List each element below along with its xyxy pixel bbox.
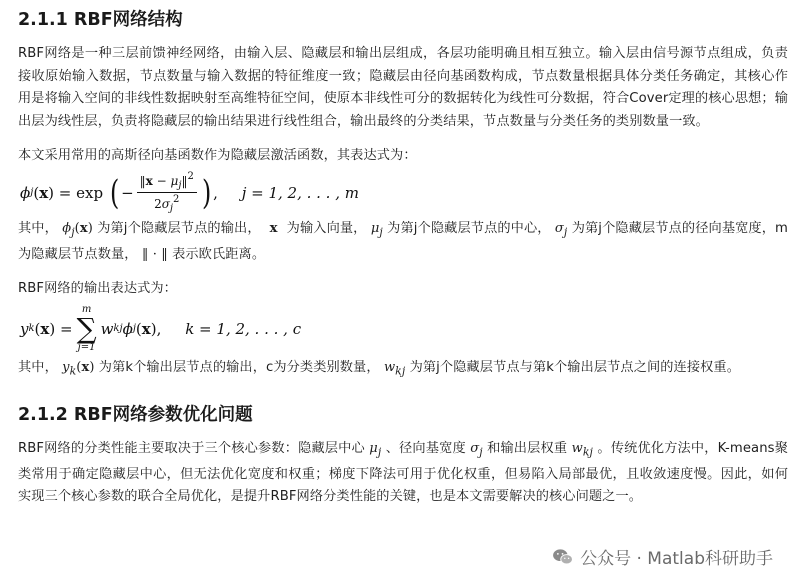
equation-output-range: k = 1, 2, . . . , c — [185, 319, 302, 338]
watermark-text: 公众号 · Matlab科研助手 — [580, 549, 773, 569]
equation-gaussian-rbf: ϕ j ( x ) = exp ( − $\frac{‖x - \mu_j‖^2}{2\sigma_j^2}$ ) , j = 1, 2, . . . , m — [20, 171, 359, 214]
paragraph-param-optimization: RBF网络的分类性能主要取决于三个核心参数：隐藏层中心 $\mu_j$ 、径向基宽度 $\sigma_j$ 和输出层权重 $w_{kj}$ 。传统优化方法中，K-means聚类常用于确定隐藏层中心，但无法优化宽度和权重；梯度下降法可用于优化权重，但易陷入局部最优，且收敛速度慢。因此，如何实现三个核心参数的联合全局优化，是提升RBF网络分类性能的关键，也是本文需要解决的核心问题之一。 — [18, 440, 789, 505]
article-body — [18, 6, 788, 509]
paragraph-gaussian-intro: 本文采用常用的高斯径向基函数作为隐藏层激活函数，其表达式为： — [18, 148, 417, 163]
wechat-icon — [552, 548, 574, 566]
section-title-rbf-structure: 2.1.1 RBF网络结构 — [18, 10, 183, 30]
paragraph-rbf-structure: RBF网络是一种三层前馈神经网络，由输入层、隐藏层和输出层组成，各层功能明确且相互独立。输入层由信号源节点组成，负责接收原始输入数据，节点数量与输入数据的特征维度一致；隐藏层由径向基函数构成，节点数量根据具体分类任务确定，其核心作用是将输入空间的非线性数据映射至高维特征空间，使原本非线性可分的数据转化为线性可分数据，符合Cover定理的核心思想；输出层为线性层，负责将隐藏层的输出结果进行线性组合，输出最终的分类结果，节点数量与分类任务的类别数量一致。 — [18, 46, 788, 129]
equation-gaussian-range: j = 1, 2, . . . , m — [241, 183, 359, 202]
paragraph-gaussian-symbols: 其中， $\phi_j(x)$ 为第j个隐藏层节点的输出， x 为输入向量， $\mu_j$ 为第j个隐藏层节点的中心， $\sigma_j$ 为第j个隐藏层节点的径向基宽度，m为隐藏层节点数量， ‖ · ‖ 表示欧氏距离。 — [18, 220, 788, 262]
wechat-watermark — [548, 542, 777, 571]
paragraph-output-intro: RBF网络的输出表达式为： — [18, 281, 177, 297]
equation-rbf-output: y k ( x ) = m ∑ j=1 w kj ϕ j ( x ), k = 1, 2, . . . , c — [20, 303, 302, 353]
section-title-param-optimization: 2.1.2 RBF网络参数优化问题 — [18, 404, 253, 425]
paragraph-output-symbols: 其中， $y_k(x)$ 为第k个输出层节点的输出，c为分类类别数量， $w_{kj}$ 为第j个隐藏层节点与第k个输出层节点之间的连接权重。 — [18, 359, 740, 378]
